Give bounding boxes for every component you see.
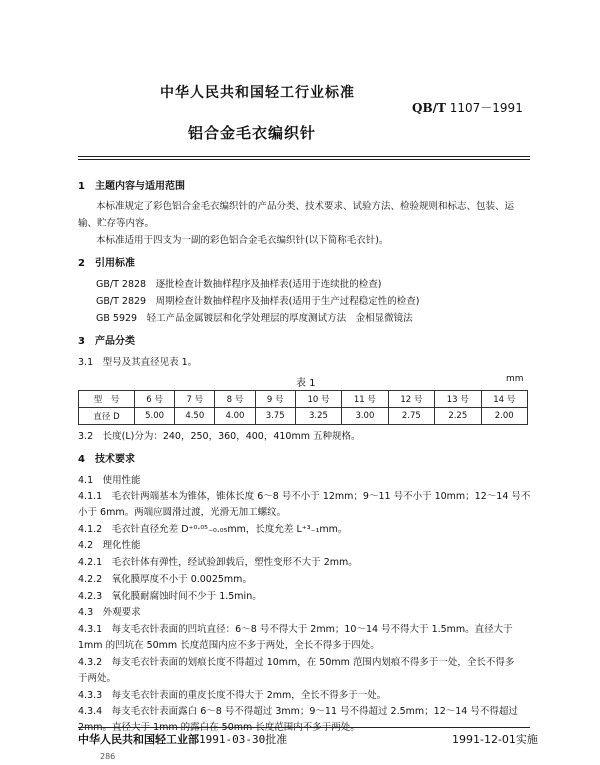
model-cell: 8 号: [215, 391, 255, 408]
reference-3: GB 5929 轻工产品金属镀层和化学处理层的厚度测试方法 金相显微镜法: [96, 313, 413, 324]
model-cell: 12 号: [388, 391, 434, 408]
clause-3-2: 3.2 长度(L)分为：240，250，360，400，410mm 五种规格。: [78, 431, 361, 442]
diameter-cell: 3.75: [255, 408, 295, 425]
row-label-model: 型 号: [79, 391, 135, 408]
header-rule: [78, 156, 530, 157]
diameter-cell: 2.75: [388, 408, 434, 425]
diameter-cell: 3.25: [295, 408, 341, 425]
model-cell: 11 号: [342, 391, 388, 408]
reference-2: GB/T 2829 周期检查计数抽样程序及抽样表(适用于生产过程稳定性的检查): [96, 296, 420, 307]
section-3-heading: 3 产品分类: [78, 336, 135, 347]
approval: [78, 731, 287, 747]
clause-4-3-2-line-1: 4.3.2 每支毛衣针表面的划痕长度不得超过 10mm，在 50mm 范围内划痕不得多于一处，全长不得多: [78, 657, 515, 668]
model-cell: 13 号: [435, 391, 481, 408]
clause-4-1-1-line-2: 小于 6mm。两端应圆滑过渡，光滑无加工螺纹。: [78, 507, 287, 518]
section-1-para-1-line-2: 输、贮存等内容。: [78, 218, 155, 229]
clause-4-3: 4.3 外观要求: [78, 607, 141, 618]
clause-3-1: 3.1 型号及其直径见表 1。: [78, 357, 198, 368]
standard-code: [412, 99, 523, 116]
model-cell: 14 号: [481, 391, 528, 408]
diameter-cell: 5.00: [135, 408, 175, 425]
clause-4-2: 4.2 理化性能: [78, 540, 141, 551]
clause-4-3-1-line-1: 4.3.1 每支毛衣针表面的凹坑直径：6～8 号不得大于 2mm；10～14 号不得大于 1.5mm。直径大于: [78, 624, 513, 635]
header-rule-2: [78, 159, 530, 160]
section-1-para-2: 本标准适用于四支为一副的彩色铝合金毛衣编织针(以下简称毛衣针)。: [96, 235, 389, 246]
approval-org: 中华人民共和国轻工业部: [78, 733, 199, 746]
clause-4-3-4-line-2: 2mm。直径大于 1mm 的露白在 50mm 长度范围内不多于两处。: [78, 722, 360, 733]
table-caption: 表 1: [296, 378, 316, 389]
approval-date: 1991-03-30批准: [199, 733, 288, 746]
document-title: 铝合金毛衣编织针: [188, 124, 317, 142]
reference-1: GB/T 2828 逐批检查计数抽样程序及抽样表(适用于连续批的检查): [96, 279, 382, 290]
model-cell: 7 号: [175, 391, 215, 408]
model-cell: 9 号: [255, 391, 295, 408]
clause-4-1-1-line-1: 4.1.1 毛衣针两端基本为锥体，锥体长度 6～8 号不小于 12mm；9～11 号不小于 10mm；12～14 号不: [78, 491, 531, 502]
section-1-heading: 1 主题内容与适用范围: [78, 181, 185, 192]
table-row-diameters: [79, 408, 528, 425]
section-2-heading: 2 引用标准: [78, 258, 135, 269]
clause-4-3-2-line-2: 于两处。: [78, 673, 117, 684]
clause-4-2-2: 4.2.2 氧化膜厚度不小于 0.0025mm。: [78, 574, 252, 585]
clause-4-2-1: 4.2.1 毛衣针体有弹性，经试验卸载后，塑性变形不大于 2mm。: [78, 557, 358, 568]
clause-4-3-4-line-1: 4.3.4 每支毛衣针表面露白 6～8 号不得超过 3mm；9～11 号不得超过 2.5mm；12～14 号不得超过: [78, 706, 518, 717]
diameter-cell: 4.00: [215, 408, 255, 425]
page-number: 286: [100, 752, 116, 761]
footer-rule: [78, 727, 530, 728]
row-label-diameter: 直径 D: [79, 408, 135, 425]
standard-category: 中华人民共和国轻工行业标准: [160, 85, 355, 101]
diameter-cell: 2.25: [435, 408, 481, 425]
diameter-cell: 3.00: [342, 408, 388, 425]
clause-4-2-3: 4.2.3 氧化膜耐腐蚀时间不少于 1.5min。: [78, 591, 262, 602]
diameter-cell: 2.00: [481, 408, 528, 425]
clause-4-3-1-line-2: 1mm 的凹坑在 50mm 长度范围内应不多于两处，全长不得多于四处。: [78, 640, 380, 651]
clause-4-1: 4.1 使用性能: [78, 475, 141, 486]
table-unit: mm: [506, 374, 524, 384]
model-cell: 10 号: [295, 391, 341, 408]
code-number: 1107－1991: [449, 101, 523, 115]
section-4-heading: 4 技术要求: [78, 454, 135, 465]
code-prefix: QB/T: [412, 101, 446, 115]
diameter-cell: 4.50: [175, 408, 215, 425]
model-diameter-table: [78, 390, 528, 425]
clause-4-1-2: 4.1.2 毛衣针直径允差 D⁺⁰·⁰⁵₋₀.₀₅mm，长度允差 L⁺³₋₁mm。: [78, 524, 348, 535]
implementation-date: 1991-12-01实施: [452, 733, 538, 746]
section-1-para-1-line-1: 本标准规定了彩色铝合金毛衣编织针的产品分类、技术要求、试验方法、检验规则和标志、包装、运: [96, 201, 515, 212]
clause-4-3-3: 4.3.3 每支毛衣针表面的重皮长度不得大于 2mm，全长不得多于一处。: [78, 690, 387, 701]
table-row-models: [79, 391, 528, 408]
model-cell: 6 号: [135, 391, 175, 408]
